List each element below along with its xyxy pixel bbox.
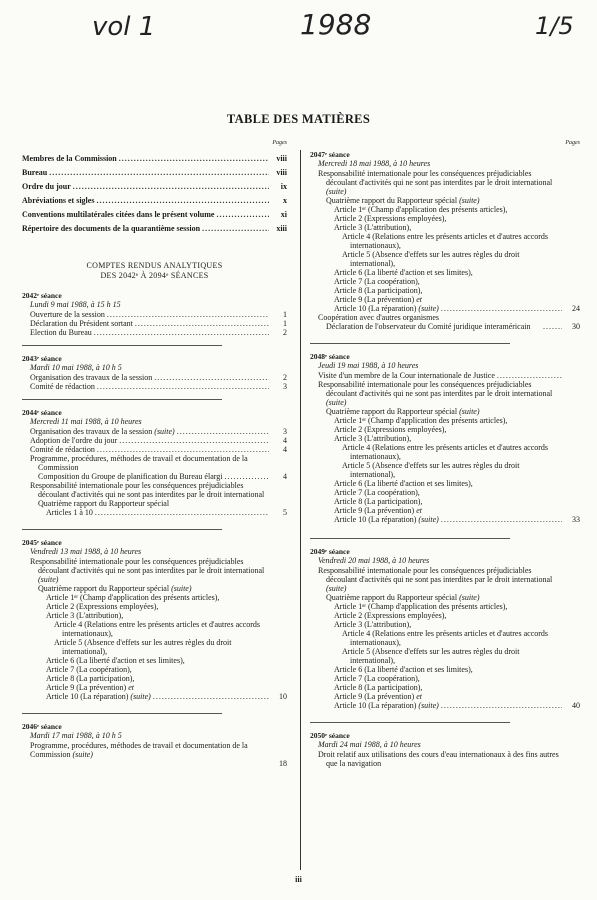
article-line: Article 3 (L'attribution), [334,223,412,232]
seance-number: 2042ᵉ séance [22,291,62,300]
article-line: Article 5 (Absence d'effets sur les autres règles du droit international), [342,461,520,479]
toc-page: xiii [276,224,287,233]
section-subheading: DES 2042ᵉ À 2094ᵉ SÉANCES [100,271,209,280]
article-line: Article 2 (Expressions employées), [46,602,159,611]
article-line: Article 7 (La coopération), [334,488,420,497]
toc-page: 2 [283,328,287,337]
toc-entry[interactable] [22,182,287,191]
article-line: Article 7 (La coopération), [334,277,420,286]
toc-page: viii [276,168,287,177]
article-line: Article 9 (La prévention) et [334,506,422,515]
divider [22,345,222,346]
toc-entry[interactable] [22,328,287,337]
toc-page: 4 [283,436,287,445]
article-line: Article 5 (Absence d'effets sur les autres règles du droit international), [54,638,232,656]
toc-label: Bureau [22,168,48,177]
toc-entry[interactable] [22,210,287,219]
toc-page: 2 [283,373,287,382]
seance-2048 [310,352,580,539]
seance-2044 [22,408,287,530]
article-line: Article 8 (La participation), [334,497,423,506]
toc-entry[interactable]: Droit relatif aux utilisations des cours d'eau internationaux à des fins autres que la navigation [318,750,559,768]
toc-page: ix [280,182,287,191]
article-line: Article 5 (Absence d'effets sur les autres règles du droit international), [342,250,520,268]
toc-page: 3 [283,382,287,391]
toc-entry[interactable]: Programme, procédures, méthodes de travail et documentation de la Commission [30,454,248,472]
toc-entry[interactable]: Responsabilité internationale pour les conséquences préjudiciables découlant d'activités qui ne sont pas interdites par le droit international [30,481,265,499]
seance-number: 2046ᵉ séance [22,722,62,731]
article-line: Article 6 (La liberté d'action et ses limites), [334,479,473,488]
toc-label: Articles 1 à 10 [46,508,93,517]
divider [22,713,222,714]
toc-entry[interactable]: Responsabilité internationale pour les conséquences préjudiciables découlant d'activités qui ne sont pas interdites par le droit international (suite) [318,566,553,593]
toc-page: 3 [283,427,287,436]
article-line: Article 4 (Relations entre les présents articles et d'autres accords internationaux), [342,443,549,461]
seance-2049 [310,547,580,723]
divider [22,399,222,400]
toc-entry[interactable] [22,310,287,319]
toc-label: Article 10 (La réparation) (suite) [334,701,439,710]
toc-page-row [22,759,287,768]
article-line: Article 1ᵉʳ (Champ d'application des présents articles), [46,593,220,602]
seance-number: 2048ᵉ séance [310,352,350,361]
toc-entry[interactable] [310,322,580,331]
article-line: Article 6 (La liberté d'action et ses limites), [334,665,473,674]
toc-page: 33 [572,515,580,524]
toc-label: Déclaration du Président sortant [30,319,133,328]
handwritten-volume-note: vol 1 [92,12,156,42]
seance-date: Mercredi 11 mai 1988, à 10 heures [30,417,142,426]
article-line: Article 7 (La coopération), [46,665,132,674]
toc-entry[interactable] [22,427,287,436]
toc-entry[interactable] [22,373,287,382]
seance-date: Lundi 9 mai 1988, à 15 h 15 [30,300,121,309]
toc-entry[interactable] [22,224,287,233]
seance-date: Vendredi 13 mai 1988, à 10 heures [30,547,142,556]
toc-entry[interactable]: Responsabilité internationale pour les conséquences préjudiciables découlant d'activités qui ne sont pas interdites par le droit international (suite) [318,169,553,196]
seance-2046 [22,722,287,768]
toc-page: 1 [283,310,287,319]
toc-label: Répertoire des documents de la quarantième session [22,224,201,233]
front-matter-list [22,154,287,233]
column-divider [300,150,301,870]
toc-entry[interactable] [22,196,287,205]
page-number: iii [295,875,302,884]
toc-label: Membres de la Commission [22,154,117,163]
toc-page: 18 [279,759,287,768]
seance-2045 [22,538,287,714]
toc-page: 10 [279,692,287,701]
toc-label: Comité de rédaction [30,382,95,391]
toc-entry[interactable] [22,168,287,177]
seance-date: Mardi 10 mai 1988, à 10 h 5 [30,363,122,372]
toc-entry[interactable] [22,382,287,391]
seance-date: Mardi 17 mai 1988, à 10 h 5 [30,731,122,740]
seance-2043 [22,354,287,400]
article-line: Article 3 (L'attribution), [334,434,412,443]
toc-page: viii [276,154,287,163]
seance-number: 2049ᵉ séance [310,547,350,556]
toc-page: 30 [572,322,580,331]
article-line: Article 3 (L'attribution), [46,611,124,620]
toc-label: Article 10 (La réparation) (suite) [46,692,151,701]
toc-entry[interactable]: Responsabilité internationale pour les conséquences préjudiciables découlant d'activités qui ne sont pas interdites par le droit international (suite) [30,557,265,584]
article-line: Article 2 (Expressions employées), [334,611,447,620]
article-line: Article 5 (Absence d'effets sur les autres règles du droit international), [342,647,520,665]
article-line: Article 8 (La participation), [334,286,423,295]
toc-page: 5 [283,508,287,517]
article-line: Article 8 (La participation), [334,683,423,692]
toc-entry[interactable] [310,515,580,524]
seance-number: 2043ᵉ séance [22,354,62,363]
toc-label: Article 10 (La réparation) (suite) [334,304,439,313]
seance-date: Vendredi 20 mai 1988, à 10 heures [318,556,430,565]
toc-label: Conventions multilatérales citées dans le présent volume [22,210,215,219]
pages-header: Pages [272,140,287,146]
seance-2047 [310,150,580,344]
toc-page: 4 [283,472,287,481]
toc-entry: Quatrième rapport du Rapporteur spécial (suite) [326,196,480,205]
toc-entry[interactable] [310,701,580,710]
divider [310,343,510,344]
toc-entry[interactable] [310,304,580,313]
seance-number: 2050ᵉ séance [310,731,350,740]
toc-entry: Quatrième rapport du Rapporteur spécial (suite) [326,593,480,602]
article-line: Article 8 (La participation), [46,674,135,683]
toc-page: 24 [572,304,580,313]
article-line: Article 9 (La prévention) et [334,295,422,304]
toc-label: Adoption de l'ordre du jour [30,436,118,445]
toc-entry: Quatrième rapport du Rapporteur spécial (suite) [326,407,480,416]
toc-entry: Coopération avec d'autres organismes [318,313,440,322]
toc-entry[interactable] [22,508,287,517]
divider [310,722,510,723]
article-line: Article 4 (Relations entre les présents articles et d'autres accords internationaux), [54,620,261,638]
toc-entry[interactable] [22,445,287,454]
toc-label: Ouverture de la session [30,310,105,319]
seance-number: 2044ᵉ séance [22,408,62,417]
toc-label: Déclaration de l'observateur du Comité juridique interaméricain [326,322,531,331]
article-line: Article 4 (Relations entre les présents articles et d'autres accords internationaux), [342,232,549,250]
article-line: Article 3 (L'attribution), [334,620,412,629]
seance-2050 [310,731,580,768]
seance-2042 [22,291,287,346]
toc-label: Election du Bureau [30,328,92,337]
article-line: Article 2 (Expressions employées), [334,425,447,434]
toc-entry[interactable] [310,371,580,380]
article-line: Article 9 (La prévention) et [334,692,422,701]
handwritten-year-note: 1988 [300,8,372,41]
article-line: Article 1ᵉʳ (Champ d'application des présents articles), [334,602,508,611]
seance-number: 2045ᵉ séance [22,538,62,547]
toc-entry[interactable]: Programme, procédures, méthodes de travail et documentation de la Commission (suite) [30,741,248,759]
toc-entry: Quatrième rapport du Rapporteur spécial [38,499,170,508]
toc-label: Abréviations et sigles [22,196,95,205]
toc-label: Composition du Groupe de planification du Bureau élargi [38,472,223,481]
handwritten-fraction-note: 1/5 [535,12,574,40]
toc-entry[interactable] [22,692,287,701]
toc-entry[interactable] [22,154,287,163]
toc-label: Organisation des travaux de la session [30,373,153,382]
toc-page: xi [280,210,287,219]
article-line: Article 1ᵉʳ (Champ d'application des présents articles), [334,416,508,425]
seance-date: Mercredi 18 mai 1988, à 10 heures [318,159,431,168]
toc-page: 1 [283,319,287,328]
toc-label: Ordre du jour [22,182,71,191]
divider [22,529,222,530]
toc-entry: Quatrième rapport du Rapporteur spécial (suite) [38,584,192,593]
toc-page: 4 [283,445,287,454]
page-title: TABLE DES MATIÈRES [226,112,371,126]
left-column [22,140,287,768]
article-line: Article 2 (Expressions employées), [334,214,447,223]
article-line: Article 1ᵉʳ (Champ d'application des présents articles), [334,205,508,214]
toc-entry[interactable] [22,436,287,445]
toc-label: Organisation des travaux de la session (suite) [30,427,175,436]
section-heading: COMPTES RENDUS ANALYTIQUES [86,261,223,270]
article-line: Article 4 (Relations entre les présents articles et d'autres accords internationaux), [342,629,549,647]
seance-date: Jeudi 19 mai 1988, à 10 heures [318,361,419,370]
toc-page: x [283,196,287,205]
toc-entry[interactable] [22,472,287,481]
toc-label: Comité de rédaction [30,445,95,454]
seance-date: Mardi 24 mai 1988, à 10 heures [318,740,421,749]
toc-entry[interactable]: Responsabilité internationale pour les conséquences préjudiciables découlant d'activités qui ne sont pas interdites par le droit international (suite) [318,380,553,407]
divider [310,538,510,539]
toc-label: Visite d'un membre de la Cour internationale de Justice [318,371,495,380]
toc-page: 40 [572,701,580,710]
article-line: Article 6 (La liberté d'action et ses limites), [334,268,473,277]
right-column [310,140,580,768]
toc-label: Article 10 (La réparation) (suite) [334,515,439,524]
toc-entry[interactable] [22,319,287,328]
article-line: Article 6 (La liberté d'action et ses limites), [46,656,185,665]
article-line: Article 9 (La prévention) et [46,683,134,692]
pages-header: Pages [565,140,580,146]
article-line: Article 7 (La coopération), [334,674,420,683]
seance-number: 2047ᵉ séance [310,150,350,159]
